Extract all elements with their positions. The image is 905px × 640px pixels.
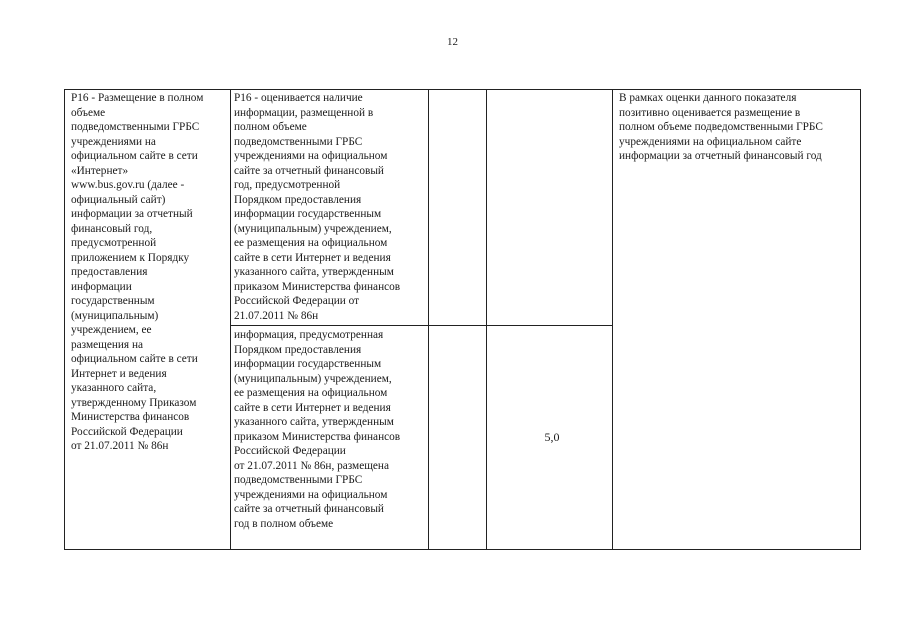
criteria-table (64, 89, 861, 550)
column-divider (612, 90, 613, 549)
comment-cell: В рамках оценки данного показателя позитивно оценивается размещение в полном объеме подведомственными ГРБС учреждениями на официальном сайте информации за отчетный финансовый год (619, 92, 823, 162)
description-cell-top: Р16 - оценивается наличие информации, размещенной в полном объеме подведомственными ГРБС учреждениями на официальном сайте за отчетный финансовый год, предусмотренной Порядком предоставления информации государственным (муниципальным) учреждением, ее размещения на официальном сайте в сети Интернет и ведения указанного сайта, утвержденным приказом Министерства финансов Российской Федерации от 21.07.2011 № 86н (234, 92, 401, 322)
page-number: 12 (447, 36, 458, 48)
row-divider (230, 325, 613, 326)
description-cell-bottom: информация, предусмотренная Порядком предоставления информации государственным (муниципальным) учреждением, ее размещения на официальном сайте в сети Интернет и ведения указанного сайта, утвержденным приказом Министерства финансов Российской Федерации от 21.07.2011 № 86н, размещена подведомственными ГРБС учреждениями на официальном сайте за отчетный финансовый год в полном объеме (234, 329, 401, 530)
score-cell: 5,0 (544, 430, 560, 444)
column-divider (486, 90, 487, 549)
criterion-cell: Р16 - Размещение в полном объеме подведомственными ГРБС учреждениями на официальном сайте в сети «Интернет» www.bus.gov.ru (далее - официальный сайт) информации за отчетный финансовый год, предусмотренной приложением к Порядку предоставления информации государственным (муниципальным) учреждением, ее размещения на официальном сайте в сети Интернет и ведения указанного сайта, утвержденному Приказом Министерства финансов Российской Федерации от 21.07.2011 № 86н (71, 92, 204, 452)
